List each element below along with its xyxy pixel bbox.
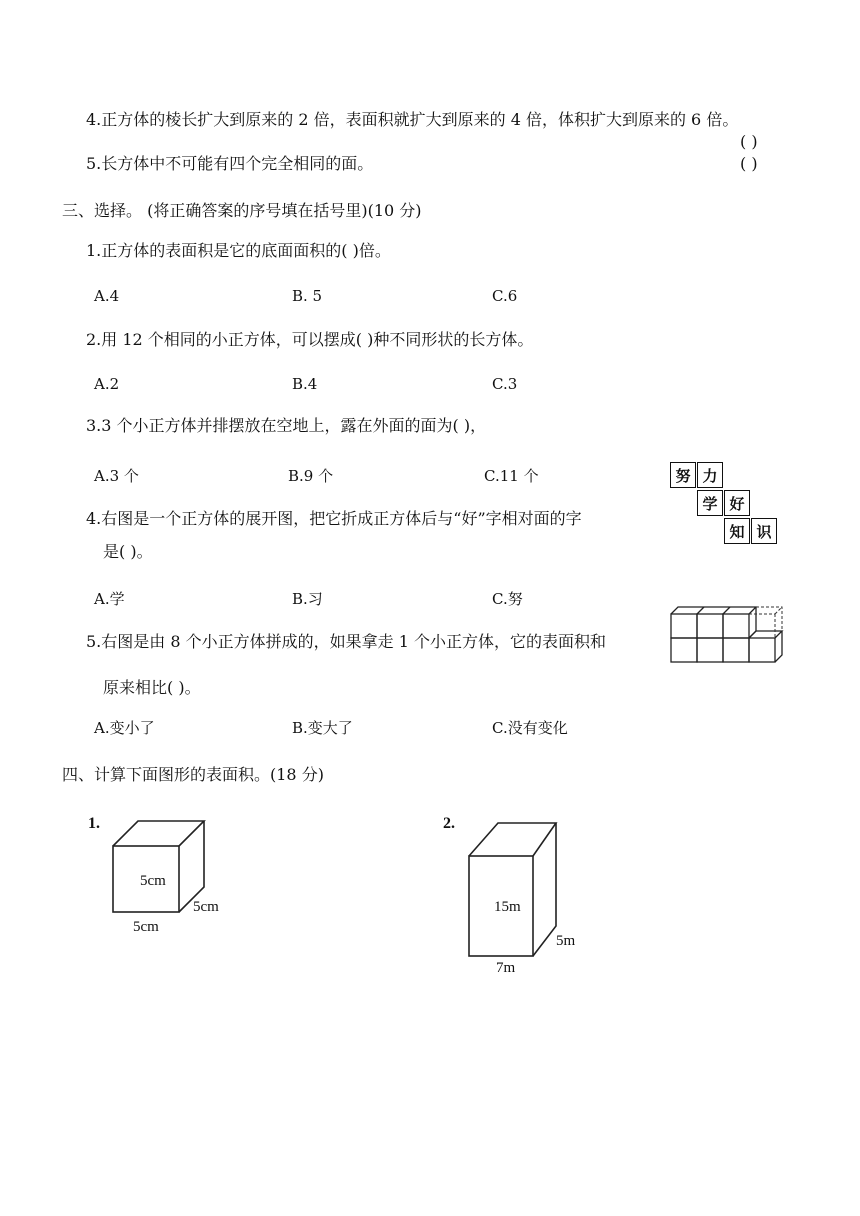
figure-1-depth-label: 5cm [193,899,219,915]
choice-question-2: 2.用 12 个相同的小正方体，可以摆成( )种不同形状的长方体。 [86,330,534,349]
figure-2-front-label: 15m [494,899,521,915]
choice-question-5-line2: 原来相比( )。 [103,678,201,697]
choice-question-5-line1: 5.右图是由 8 个小正方体拼成的，如果拿走 1 个小正方体，它的表面积和 [86,632,606,651]
figure-2-depth-label: 5m [556,933,576,949]
net-cell-xue: 学 [697,490,723,516]
q1-option-a[interactable]: A.4 [94,287,120,305]
q5-option-b[interactable]: B.变大了 [292,719,353,737]
judge-answer-paren-4[interactable]: ( ) [740,132,758,151]
figure-1-bottom-label: 5cm [133,919,159,935]
q3-option-c[interactable]: C.11 个 [484,467,539,485]
choice-question-1: 1.正方体的表面积是它的底面面积的( )倍。 [86,241,391,260]
net-cell-zhi: 知 [724,518,750,544]
q2-option-b[interactable]: B.4 [292,375,318,393]
choice-question-3: 3.3 个小正方体并排摆放在空地上，露在外面的面为( )， [86,416,487,435]
judge-question-4: 4.正方体的棱长扩大到原来的 2 倍，表面积就扩大到原来的 4 倍，体积扩大到原来的 6 倍。 [86,110,739,129]
choice-question-4-line2: 是( )。 [103,542,153,561]
q1-option-c[interactable]: C.6 [492,287,518,305]
section4-heading: 四、计算下面图形的表面积。(18 分) [62,765,324,784]
q2-option-a[interactable]: A.2 [94,375,120,393]
cuboid-figure [466,820,566,960]
q5-option-c[interactable]: C.没有变化 [492,719,568,737]
q2-option-c[interactable]: C.3 [492,375,518,393]
q1-option-b[interactable]: B. 5 [292,287,323,305]
figure-2-bottom-label: 7m [496,960,516,976]
judge-answer-paren-5[interactable]: ( ) [740,154,758,173]
net-cell-nu: 努 [670,462,696,488]
q4-option-b[interactable]: B.习 [292,590,323,608]
figure-2-number: 2. [443,815,455,832]
q4-option-c[interactable]: C.努 [492,590,523,608]
stacked-cubes-figure [668,604,788,664]
q3-option-b[interactable]: B.9 个 [288,467,334,485]
section3-heading: 三、选择。 (将正确答案的序号填在括号里)(10 分) [62,201,422,220]
figure-1-number: 1. [88,815,100,832]
q5-option-a[interactable]: A.变小了 [94,719,155,737]
net-cell-hao: 好 [724,490,750,516]
figure-1-front-label: 5cm [140,873,166,889]
q3-option-a[interactable]: A.3 个 [94,467,139,485]
q4-option-a[interactable]: A.学 [94,590,125,608]
judge-question-5: 5.长方体中不可能有四个完全相同的面。 [86,154,374,173]
net-cell-shi: 识 [751,518,777,544]
net-cell-li: 力 [697,462,723,488]
choice-question-4-line1: 4.右图是一个正方体的展开图，把它折成正方体后与“好”字相对面的字 [86,509,582,528]
